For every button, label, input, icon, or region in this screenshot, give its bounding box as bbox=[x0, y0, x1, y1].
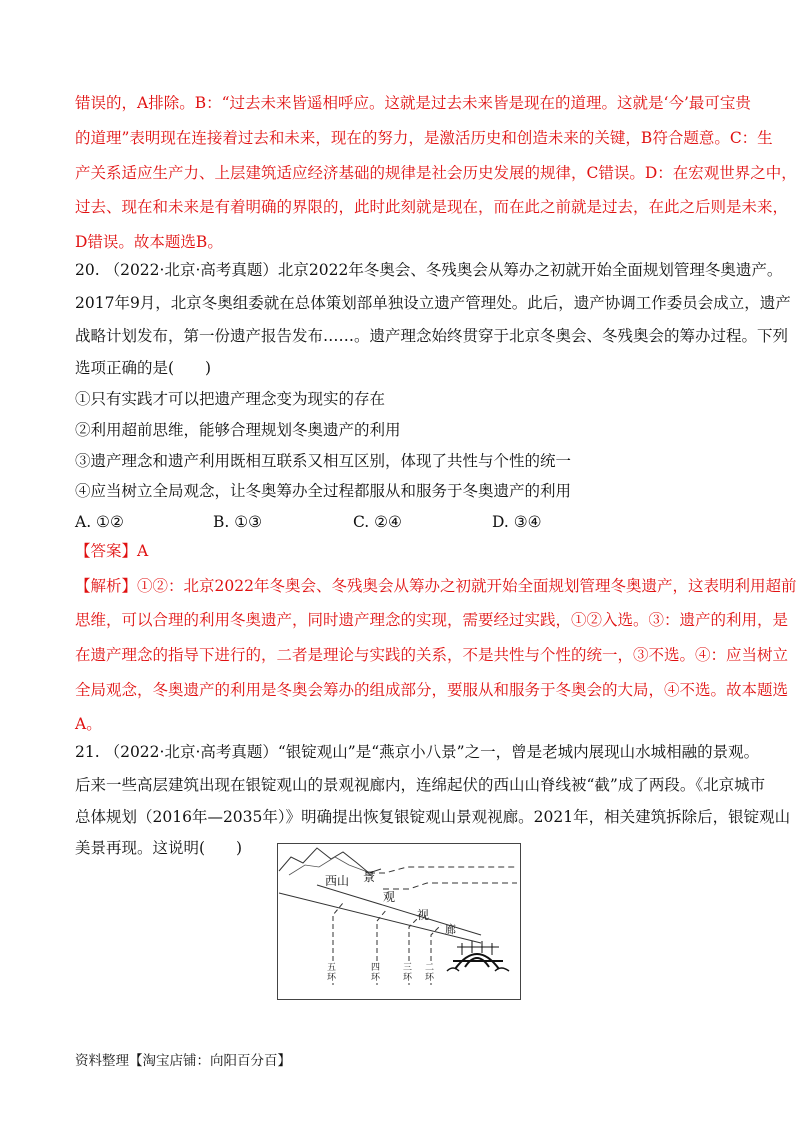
ring-label-four: 四环 bbox=[371, 963, 381, 983]
analysis-line: 【解析】①②：北京2022年冬奥会、冬残奥会从筹办之初就开始全面规划管理冬奥遗产，这表明利用超前 bbox=[75, 577, 797, 595]
option-c: C. ②④ bbox=[353, 513, 402, 531]
analysis-line: 思维，可以合理的利用冬奥遗产，同时遗产理念的实现，需要经过实践，①②入选。③：遗产的利用，是 bbox=[75, 611, 789, 629]
statement-item: ③遗产理念和遗产利用既相互联系又相互区别，体现了共性与个性的统一 bbox=[75, 452, 572, 470]
question-stem-line: 美景再现。这说明( ) bbox=[75, 839, 243, 857]
option-a: A. ①② bbox=[75, 513, 124, 531]
analysis-line: 全局观念，冬奥遗产的利用是冬奥会筹办的组成部分，要服从和服务于冬奥会的大局，④不选。故本题选 bbox=[75, 681, 789, 699]
view-corridor-figure bbox=[277, 843, 521, 1000]
footer-source: 资料整理【淘宝店铺：向阳百分百】 bbox=[75, 1053, 291, 1069]
question-stem-line: 战略计划发布，第一份遗产报告发布……。遗产理念始终贯穿于北京冬奥会、冬残奥会的筹办过程。下列 bbox=[75, 327, 789, 345]
mountain-label: 西山 bbox=[325, 874, 350, 888]
question-stem-line: 总体规划（2016年—2035年）》明确提出恢复银锭观山景观视廊。2021年，相关建筑拆除后，银锭观山 bbox=[75, 808, 791, 826]
analysis-line: A。 bbox=[75, 715, 102, 733]
option-d: D. ③④ bbox=[492, 513, 542, 531]
ring-label-two: 二环 bbox=[425, 963, 435, 983]
analysis-line: 产关系适应生产力、上层建筑适应经济基础的规律是社会历史发展的规律，C错误。D：在宏观世界之中， bbox=[75, 164, 797, 182]
statement-item: ①只有实践才可以把遗产理念变为现实的存在 bbox=[75, 390, 386, 408]
question-stem-line: 后来一些高层建筑出现在银锭观山的景观视廊内，连绵起伏的西山山脊线被“截”成了两段。《北京城市 bbox=[75, 776, 766, 794]
question-stem-line: 选项正确的是( ) bbox=[75, 359, 212, 377]
analysis-line: 过去、现在和未来是有着明确的界限的，此时此刻就是现在，而在此之前就是过去，在此之后则是未来， bbox=[75, 198, 789, 216]
ring-label-three: 三环 bbox=[403, 963, 413, 983]
analysis-line: D错误。故本题选B。 bbox=[75, 233, 223, 251]
question-stem-line: 2017年9月，北京冬奥组委就在总体策划部单独设立遗产管理处。此后，遗产协调工作委员会成立，遗产 bbox=[75, 294, 791, 312]
question-stem-line: 21. （2022·北京·高考真题）“银锭观山”是“燕京小八景”之一，曾是老城内展现山水城相融的景观。 bbox=[75, 743, 760, 761]
statement-item: ②利用超前思维，能够合理规划冬奥遗产的利用 bbox=[75, 421, 401, 439]
option-b: B. ①③ bbox=[213, 513, 263, 531]
corridor-char: 观 bbox=[383, 890, 396, 904]
ring-label-five: 五环 bbox=[327, 963, 337, 983]
analysis-line: 错误的，A排除。B：“过去未来皆遥相呼应。这就是过去未来皆是现在的道理。这就是‘今’最可宝贵 bbox=[75, 94, 751, 112]
answer-label: 【答案】A bbox=[75, 542, 149, 560]
analysis-line: 的道理”表明现在连接着过去和未来，现在的努力，是激活历史和创造未来的关键，B符合题意。C：生 bbox=[75, 129, 773, 147]
corridor-char: 廊 bbox=[445, 923, 456, 936]
statement-item: ④应当树立全局观念，让冬奥筹办全过程都服从和服务于冬奥遗产的利用 bbox=[75, 482, 572, 500]
analysis-line: 在遗产理念的指导下进行的，二者是理论与实践的关系，不是共性与个性的统一，③不选。④：应当树立 bbox=[75, 646, 789, 664]
question-stem-line: 20. （2022·北京·高考真题）北京2022年冬奥会、冬残奥会从筹办之初就开始全面规划管理冬奥遗产。 bbox=[75, 261, 783, 279]
corridor-char: 景 bbox=[363, 870, 376, 884]
corridor-char: 视 bbox=[417, 908, 430, 922]
